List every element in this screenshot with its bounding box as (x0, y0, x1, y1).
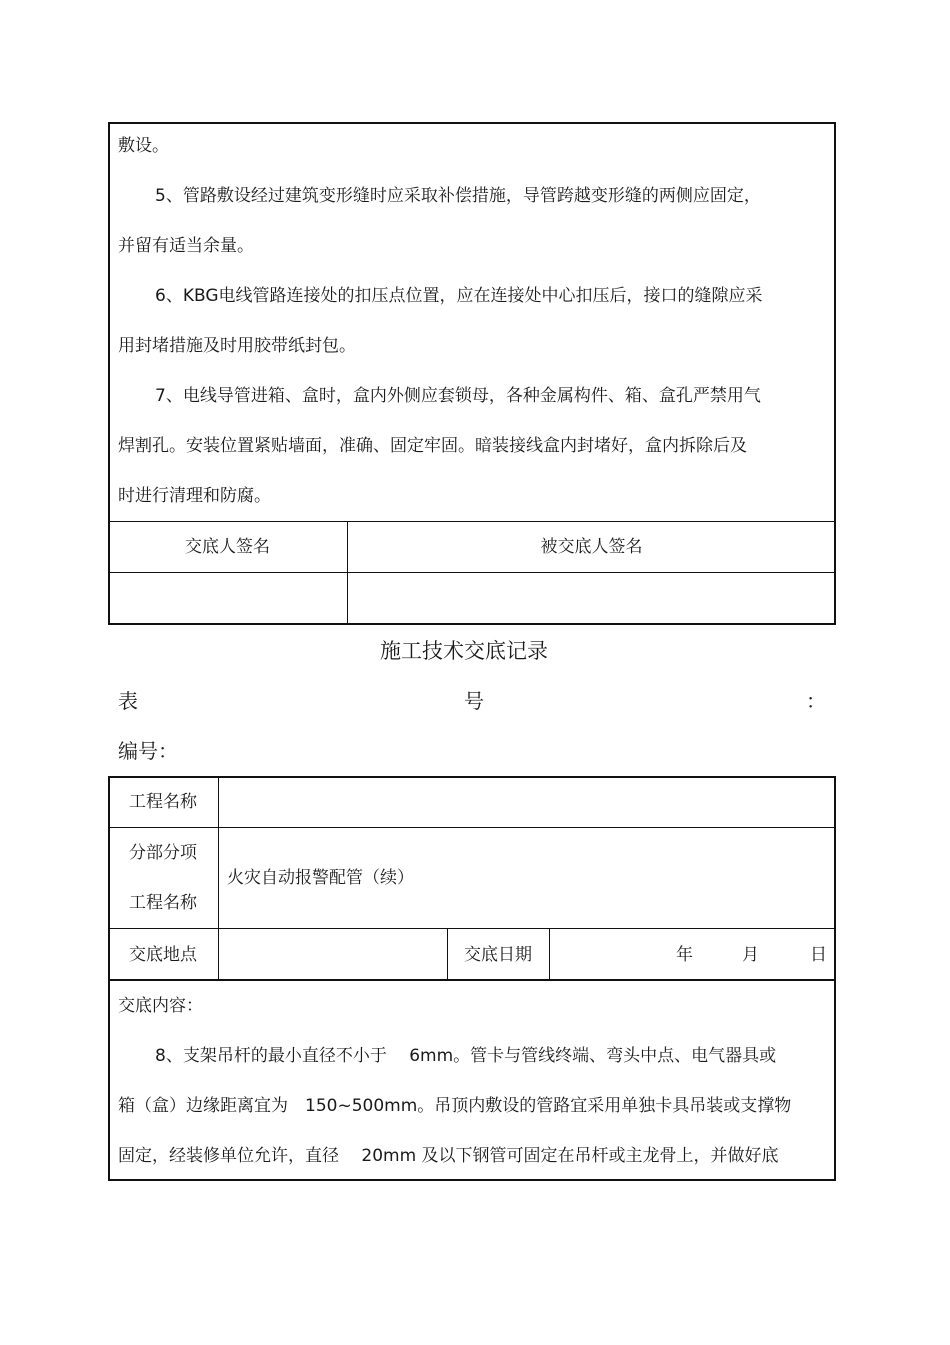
sign-discloser-label: 交底人签名 (185, 537, 270, 557)
record1-line: 时进行清理和防腐。 (118, 486, 271, 506)
date-month: 月 (742, 945, 759, 965)
col-divider (549, 928, 550, 980)
sign-receiver-field[interactable] (349, 574, 834, 623)
record1-line: 敷设。 (118, 136, 169, 156)
record1-sign-divider (108, 521, 836, 522)
form-no-label-char2: 号 (464, 689, 484, 713)
content-line: 8、支架吊杆的最小直径不小于 6mm。管卡与管线终端、弯头中点、电气器具或 (155, 1046, 777, 1066)
date-year: 年 (676, 945, 693, 965)
record1-line: 7、电线导管进箱、盒时，盒内外侧应套锁母，各种金属构件、箱、盒孔严禁用气 (155, 386, 761, 406)
sign-discloser-field[interactable] (110, 574, 346, 623)
content-line: 固定，经装修单位允许，直径 20mm 及以下钢管可固定在吊杆或主龙骨上，并做好底 (118, 1146, 779, 1166)
sub-project-label-line1: 分部分项 (129, 843, 197, 863)
location-field[interactable] (220, 930, 446, 978)
project-name-label: 工程名称 (129, 792, 197, 812)
label-col-divider (218, 776, 219, 980)
sub-project-value: 火灾自动报警配管（续） (227, 868, 414, 888)
project-name-field[interactable] (220, 778, 834, 826)
date-label: 交底日期 (464, 945, 532, 965)
location-label: 交底地点 (129, 945, 197, 965)
record1-line: 焊割孔。安装位置紧贴墙面，准确、固定牢固。暗装接线盒内封堵好，盒内拆除后及 (118, 436, 747, 456)
serial-number-label: 编号： (118, 739, 178, 763)
sign-receiver-label: 被交底人签名 (540, 537, 643, 557)
form-no-label-colon: ： (806, 689, 826, 713)
form-no-label-char1: 表 (118, 689, 138, 713)
record1-sign-row-divider (108, 572, 836, 573)
record1-line: 6、KBG电线管路连接处的扣压点位置，应在连接处中心扣压后，接口的缝隙应采 (155, 286, 763, 306)
content-line: 箱（盒）边缘距离宜为 150~500mm。吊顶内敷设的管路宜采用单独卡具吊装或支撑物 (118, 1096, 792, 1116)
content-label: 交底内容： (118, 996, 203, 1016)
record1-line: 5、管路敷设经过建筑变形缝时应采取补偿措施，导管跨越变形缝的两侧应固定， (155, 186, 761, 206)
date-day: 日 (810, 945, 827, 965)
page-title: 施工技术交底记录 (380, 639, 548, 663)
record1-line: 并留有适当余量。 (118, 236, 254, 256)
record1-line: 用封堵措施及时用胶带纸封包。 (118, 336, 356, 356)
sub-project-label-line2: 工程名称 (129, 893, 197, 913)
